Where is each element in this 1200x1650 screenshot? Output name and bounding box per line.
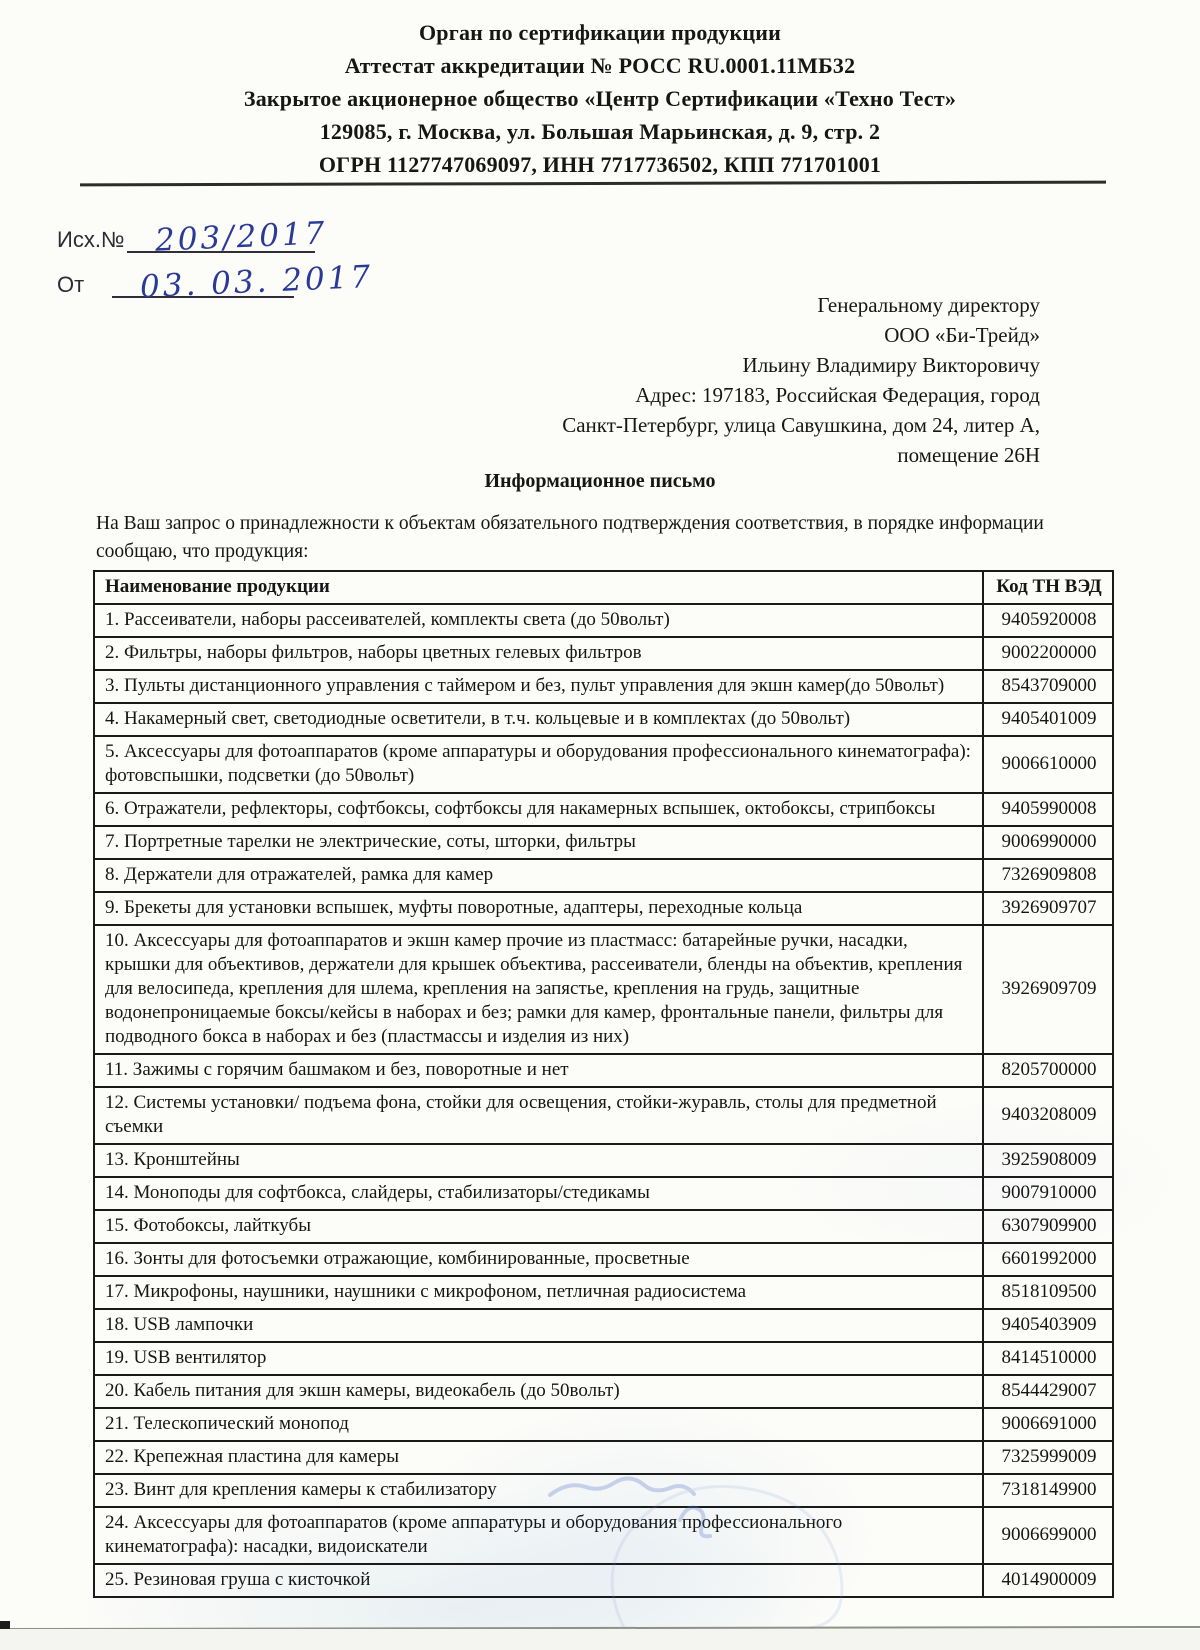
letterhead-line: Аттестат аккредитации № РОСС RU.0001.11МБ32	[344, 53, 856, 78]
table-row	[94, 1309, 1113, 1342]
tnved-code-cell: 9006699000	[983, 1507, 1113, 1564]
table-header-row	[94, 571, 1113, 604]
product-name-cell: 7. Портретные тарелки не электрические, соты, шторки, фильтры	[94, 826, 983, 859]
tnved-code-cell: 8205700000	[983, 1054, 1113, 1087]
tnved-code-cell: 9007910000	[983, 1177, 1113, 1210]
recipient-line: Генеральному директору	[817, 293, 1040, 317]
tnved-code-cell: 3925908009	[983, 1144, 1113, 1177]
product-name-cell: 22. Крепежная пластина для камеры	[94, 1441, 983, 1474]
product-name-cell: 23. Винт для крепления камеры к стабилизатору	[94, 1474, 983, 1507]
table-row	[94, 826, 1113, 859]
product-name-cell: 20. Кабель питания для экшн камеры, видеокабель (до 50вольт)	[94, 1375, 983, 1408]
outgoing-block	[57, 208, 375, 306]
tnved-code-cell: 7325999009	[983, 1441, 1113, 1474]
product-name-cell: 10. Аксессуары для фотоаппаратов и экшн камер прочие из пластмасс: батарейные ручки, насадки, крышки для объективов, держатели для крышек объектива, рассеиватели, бленды на объектив, крепления для велосипеда, крепления для шлема, крепления на запястье, крепления на грудь, защитные водонепроницаемые боксы/кейсы в наборах и без; рамки для камер, фронтальные панели, фильтры для подводного бокса в наборах и без (пластмассы и изделия из них)	[94, 925, 983, 1054]
table-row	[94, 859, 1113, 892]
table-row	[94, 1441, 1113, 1474]
product-name-cell: 24. Аксессуары для фотоаппаратов (кроме аппаратуры и оборудования профессионального кинематографа): насадки, видоискатели	[94, 1507, 983, 1564]
product-name-cell: 8. Держатели для отражателей, рамка для камер	[94, 859, 983, 892]
tnved-code-cell: 6307909900	[983, 1210, 1113, 1243]
recipient-line: ООО «Би-Трейд»	[884, 323, 1040, 347]
tnved-code-cell: 4014900009	[983, 1564, 1113, 1597]
product-name-cell: 11. Зажимы с горячим башмаком и без, поворотные и нет	[94, 1054, 983, 1087]
tnved-code-cell: 9403208009	[983, 1087, 1113, 1144]
tnved-code-cell: 9006990000	[983, 826, 1113, 859]
products-table	[93, 570, 1114, 1598]
tnved-code-cell: 9006691000	[983, 1408, 1113, 1441]
recipient-block	[562, 290, 1040, 470]
table-row	[94, 1507, 1113, 1564]
handwritten-outgoing-date: 03. 03. 2017	[139, 258, 375, 306]
product-name-cell: 1. Рассеиватели, наборы рассеивателей, комплекты света (до 50вольт)	[94, 604, 983, 637]
table-row	[94, 1210, 1113, 1243]
table-row	[94, 1375, 1113, 1408]
product-name-cell: 18. USB лампочки	[94, 1309, 983, 1342]
tnved-code-cell: 8544429007	[983, 1375, 1113, 1408]
letterhead-line: ОГРН 1127747069097, ИНН 7717736502, КПП 771701001	[318, 152, 882, 177]
outgoing-date-line	[112, 258, 375, 306]
scanner-background	[0, 1629, 1200, 1650]
product-name-cell: 21. Телескопический монопод	[94, 1408, 983, 1441]
tnved-code-header: Код ТН ВЭД	[983, 571, 1113, 604]
table-row	[94, 1144, 1113, 1177]
recipient-line: помещение 26Н	[897, 443, 1040, 467]
product-table-body	[94, 604, 1113, 1597]
product-name-cell: 6. Отражатели, рефлекторы, софтбоксы, софтбоксы для накамерных вспышек, октобоксы, стрипбоксы	[94, 793, 983, 826]
table-row	[94, 1408, 1113, 1441]
table-row	[94, 1342, 1113, 1375]
tnved-code-cell: 9405920008	[983, 604, 1113, 637]
tnved-code-cell: 9405990008	[983, 793, 1113, 826]
table-row	[94, 670, 1113, 703]
product-name-header: Наименование продукции	[94, 571, 983, 604]
table-row	[94, 892, 1113, 925]
outgoing-date-row	[57, 253, 375, 306]
tnved-code-cell: 7318149900	[983, 1474, 1113, 1507]
table-row	[94, 1054, 1113, 1087]
tnved-code-cell: 9405401009	[983, 703, 1113, 736]
letterhead-line: Орган по сертификации продукции	[419, 20, 781, 45]
letterhead-line: 129085, г. Москва, ул. Большая Марьинская, д. 9, стр. 2	[319, 119, 881, 144]
table-row	[94, 1474, 1113, 1507]
product-name-cell: 25. Резиновая груша с кисточкой	[94, 1564, 983, 1597]
product-name-cell: 19. USB вентилятор	[94, 1342, 983, 1375]
letterhead-divider	[80, 181, 1106, 187]
table-row	[94, 1276, 1113, 1309]
tnved-code-cell: 8518109500	[983, 1276, 1113, 1309]
table-row	[94, 1087, 1113, 1144]
table-row	[94, 793, 1113, 826]
product-name-cell: 12. Системы установки/ подъема фона, стойки для освещения, стойки-журавль, столы для предметной съемки	[94, 1087, 983, 1144]
product-name-cell: 15. Фотобоксы, лайткубы	[94, 1210, 983, 1243]
letterhead-line: Закрытое акционерное общество «Центр Сертификации «Техно Тест»	[243, 86, 957, 111]
outgoing-number-label: Исх.№	[57, 227, 125, 252]
product-name-cell: 14. Моноподы для софтбокса, слайдеры, стабилизаторы/стедикамы	[94, 1177, 983, 1210]
tnved-code-cell: 3926909709	[983, 925, 1113, 1054]
outgoing-date-label: От	[57, 272, 85, 297]
table-row	[94, 736, 1113, 793]
products-table-wrap	[93, 570, 1112, 1598]
table-row	[94, 925, 1113, 1054]
letter-intro: На Ваш запрос о принадлежности к объектам обязательного подтверждения соответствия, в порядке информации сообщаю, что продукция:	[96, 513, 1044, 562]
table-row	[94, 1564, 1113, 1597]
tnved-code-cell: 3926909707	[983, 892, 1113, 925]
letter-title: Информационное письмо	[484, 470, 716, 492]
tnved-code-cell: 9006610000	[983, 736, 1113, 793]
handwritten-outgoing-number: 203/2017	[153, 215, 328, 259]
table-row	[94, 1243, 1113, 1276]
product-name-cell: 9. Брекеты для установки вспышек, муфты поворотные, адаптеры, переходные кольца	[94, 892, 983, 925]
table-row	[94, 637, 1113, 670]
product-name-cell: 3. Пульты дистанционного управления с таймером и без, пульт управления для экшн камер(до 50вольт)	[94, 670, 983, 703]
table-row	[94, 604, 1113, 637]
letterhead	[0, 16, 1200, 181]
outgoing-number-line	[127, 215, 328, 259]
recipient-line: Адрес: 197183, Российская Федерация, город	[635, 383, 1040, 407]
product-name-cell: 4. Накамерный свет, светодиодные осветители, в т.ч. кольцевые и в комплектах (до 50вольт)	[94, 703, 983, 736]
tnved-code-cell: 6601992000	[983, 1243, 1113, 1276]
product-name-cell: 2. Фильтры, наборы фильтров, наборы цветных гелевых фильтров	[94, 637, 983, 670]
tnved-code-cell: 8414510000	[983, 1342, 1113, 1375]
recipient-line: Ильину Владимиру Викторовичу	[742, 353, 1040, 377]
table-row	[94, 703, 1113, 736]
outgoing-number-row	[57, 208, 328, 259]
tnved-code-cell: 8543709000	[983, 670, 1113, 703]
tnved-code-cell: 7326909808	[983, 859, 1113, 892]
product-name-cell: 16. Зонты для фотосъемки отражающие, комбинированные, просветные	[94, 1243, 983, 1276]
tnved-code-cell: 9002200000	[983, 637, 1113, 670]
tnved-code-cell: 9405403909	[983, 1309, 1113, 1342]
product-name-cell: 13. Кронштейны	[94, 1144, 983, 1177]
product-name-cell: 5. Аксессуары для фотоаппаратов (кроме аппаратуры и оборудования профессионального кинематографа): фотовспышки, подсветки (до 50вольт)	[94, 736, 983, 793]
product-name-cell: 17. Микрофоны, наушники, наушники с микрофоном, петличная радиосистема	[94, 1276, 983, 1309]
recipient-line: Санкт-Петербург, улица Савушкина, дом 24, литер А,	[562, 413, 1040, 437]
table-row	[94, 1177, 1113, 1210]
